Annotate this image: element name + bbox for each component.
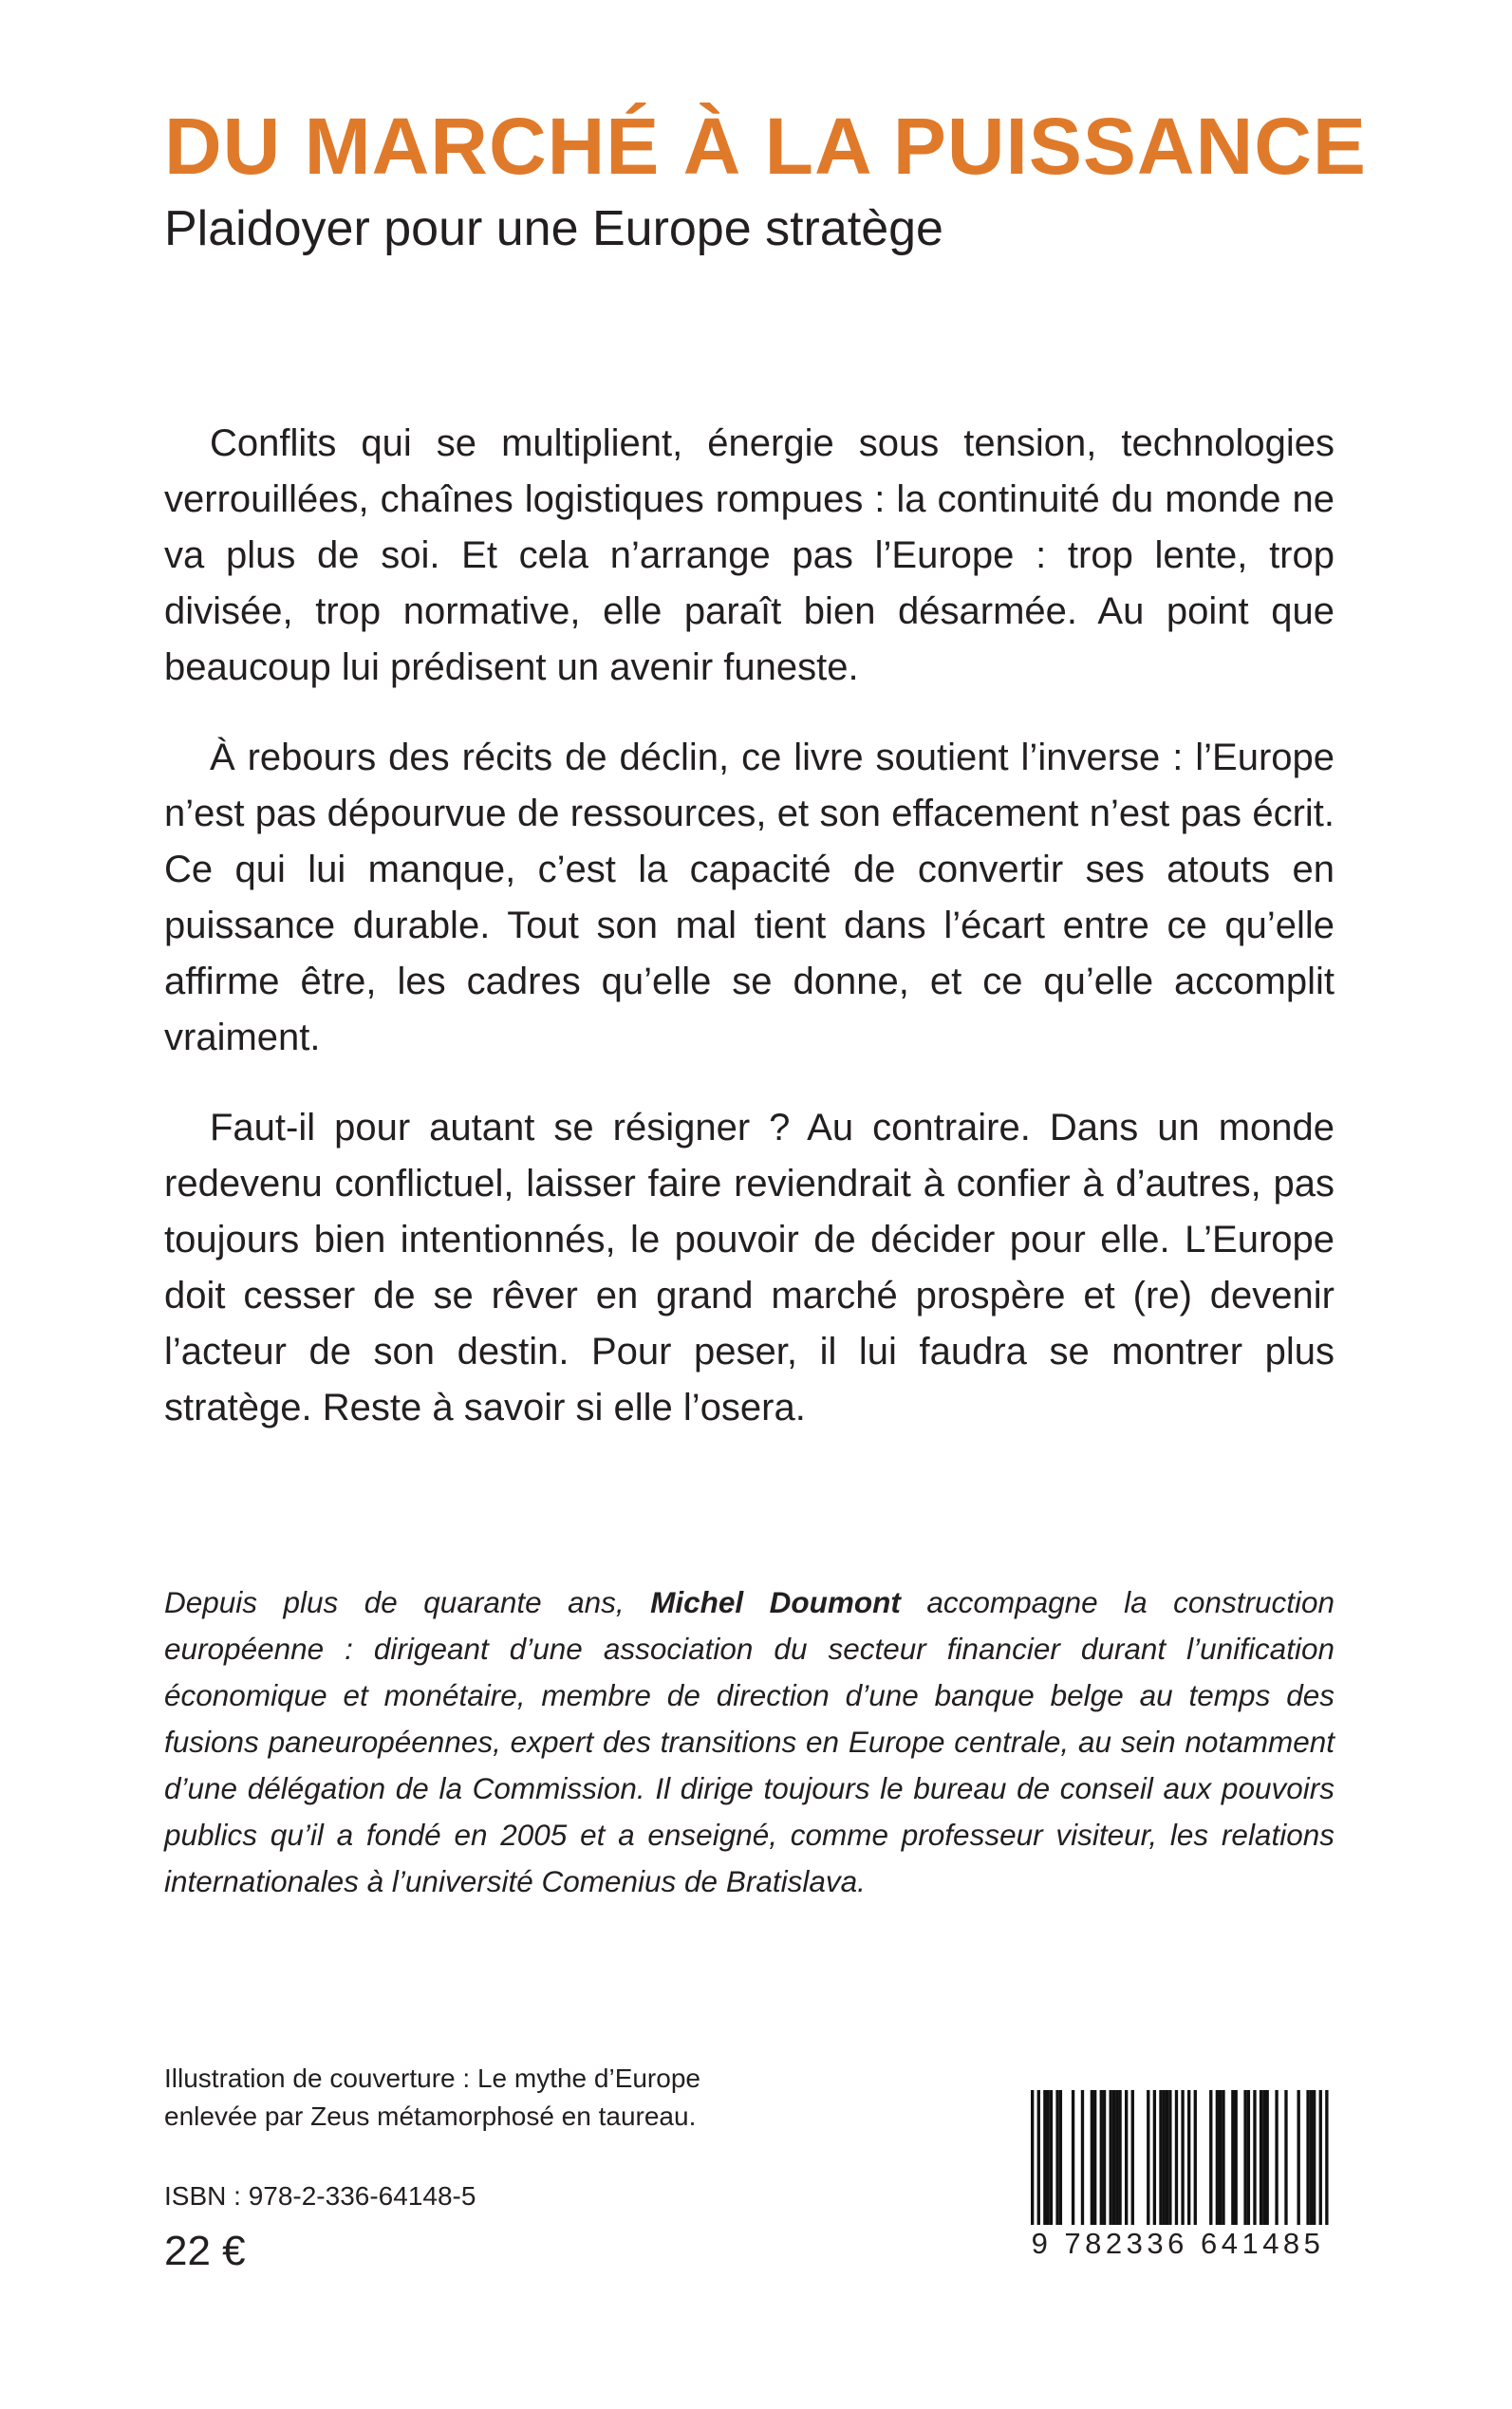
back-cover-summary (164, 416, 1335, 1470)
isbn-barcode (1014, 2086, 1342, 2276)
barcode-bar (1166, 2090, 1168, 2229)
barcode-bar (1216, 2090, 1219, 2229)
barcode-bar (1266, 2090, 1269, 2229)
author-bio (164, 1579, 1335, 1905)
barcode-bar (1112, 2090, 1115, 2229)
barcode-bar (1310, 2090, 1313, 2229)
barcode-bar (1043, 2090, 1046, 2229)
barcode-bar (1059, 2090, 1062, 2229)
barcode-bar (1131, 2090, 1134, 2229)
barcode-bar (1209, 2090, 1212, 2229)
barcode-bar (1081, 2090, 1084, 2229)
barcode-bar (1037, 2090, 1040, 2244)
barcode-bar (1319, 2090, 1322, 2244)
book-subtitle: Plaidoyer pour une Europe stratège (164, 201, 943, 256)
barcode-bar (1093, 2090, 1096, 2229)
barcode-bar (1219, 2090, 1222, 2229)
barcode-bar (1163, 2090, 1166, 2229)
barcode-bar (1147, 2090, 1149, 2229)
barcode-bar (1110, 2090, 1112, 2229)
barcode-bar (1253, 2090, 1256, 2229)
barcode-bar (1047, 2090, 1050, 2229)
barcode-bar (1168, 2090, 1171, 2229)
barcode-bar (1153, 2090, 1156, 2229)
isbn-number: ISBN : 978-2-336-64148-5 (164, 2181, 476, 2211)
barcode-bar (1125, 2090, 1128, 2229)
summary-paragraph: Conflits qui se multiplient, énergie sous tension, technologies verrouillées, chaînes logistiques rompues : la continuité du monde ne va plus de soi. Et cela n’arrange pas l’Europe : trop lente, trop divisée, trop normative, elle paraît bien désarmée. Au point que beaucoup lui prédisent un avenir funeste. (164, 422, 1335, 688)
barcode-bar (1260, 2090, 1262, 2229)
author-name: Michel Doumont (650, 1585, 901, 1619)
barcode-bar (1194, 2090, 1197, 2229)
barcode-bar (1231, 2090, 1234, 2229)
barcode-bar (1325, 2090, 1328, 2244)
barcode-bar (1091, 2090, 1093, 2229)
barcode-bar (1159, 2090, 1162, 2229)
barcode-bar (1222, 2090, 1224, 2229)
price-label: 22 € (164, 2228, 246, 2274)
credit-line: Illustration de couverture : Le mythe d’Europe (164, 2064, 700, 2093)
barcode-bar (1031, 2090, 1034, 2244)
summary-paragraph: Faut-il pour autant se résigner ? Au contraire. Dans un monde redevenu conflictuel, laisser faire reviendrait à confier à d’autres, pas toujours bien intentionnés, le pouvoir de décider pour elle. L’Europe doit cesser de se rêver en grand marché prospère et (re) devenir l’acteur de son destin. Pour peser, il lui faudra se montrer plus stratège. Reste à savoir si elle l’osera. (164, 1107, 1335, 1429)
barcode-bar (1055, 2090, 1058, 2229)
barcode-bar (1262, 2090, 1265, 2229)
barcode-bar (1050, 2090, 1053, 2229)
barcode-bar (1118, 2090, 1121, 2229)
barcode-bar (1115, 2090, 1118, 2229)
author-bio-intro: Depuis plus de quarante ans, (164, 1585, 651, 1619)
barcode-bar (1306, 2090, 1309, 2229)
summary-paragraph: À rebours des récits de déclin, ce livre soutient l’inverse : l’Europe n’est pas dépourvue de ressources, et son effacement n’est pas écrit. Ce qui lui manque, c’est la capacité de convertir ses atouts en puissance durable. Tout son mal tient dans l’écart entre ce qu’elle affirme être, les cadres qu’elle se donne, et ce qu’elle accomplit vraiment. (164, 737, 1335, 1058)
barcode-bar (1100, 2090, 1103, 2229)
barcode-bar (1247, 2090, 1250, 2229)
barcode-bar (1284, 2090, 1287, 2229)
barcode-bar (1175, 2090, 1178, 2244)
cover-illustration-credit (164, 2060, 772, 2136)
book-title: DU MARCHÉ À LA PUISSANCE (164, 102, 1367, 191)
barcode-bar (1072, 2090, 1074, 2229)
barcode-bar (1235, 2090, 1238, 2229)
barcode-bar (1187, 2090, 1190, 2229)
barcode-bar (1243, 2090, 1246, 2229)
barcode-bar (1181, 2090, 1184, 2244)
author-bio-text: accompagne la construction européenne : dirigeant d’une association du secteur financier durant l’unification économique et monétaire, membre de direction d’une banque belge au temps des fusions paneuropéennes, expert des transitions en Europe centrale, au sein notamment d’une délégation de la Commission. Il dirige toujours le bureau de conseil aux pouvoirs publics qu’il a fondé en 2005 et a enseigné, comme professeur visiteur, les relations internationales à l’université Comenius de Bratislava. (164, 1585, 1335, 1898)
barcode-bar (1313, 2090, 1316, 2229)
barcode-bar (1275, 2090, 1278, 2229)
barcode-bar (1103, 2090, 1106, 2229)
barcode-bar (1297, 2090, 1300, 2229)
credit-line: enlevée par Zeus métamorphosé en taureau. (164, 2101, 697, 2131)
barcode-digits: 9 782336 641485 (1014, 2225, 1342, 2263)
